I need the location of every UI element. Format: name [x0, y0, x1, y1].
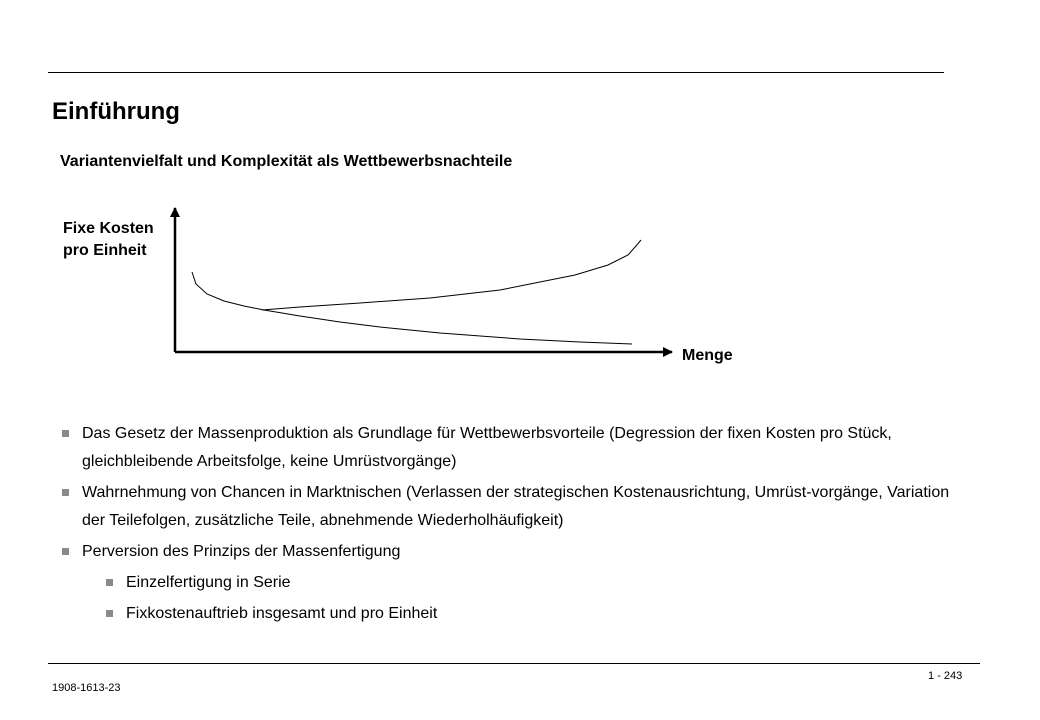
slide-title: Einführung	[52, 98, 180, 125]
slide-subtitle: Variantenvielfalt und Komplexität als Wettbewerbsnachteile	[60, 153, 513, 170]
square-bullet-icon	[62, 489, 69, 496]
bullet-text: Perversion des Prinzips der Massenfertigung	[82, 543, 401, 560]
bullet-text: Fixkostenauftrieb insgesamt und pro Einheit	[126, 605, 438, 622]
square-bullet-icon	[106, 610, 113, 617]
square-bullet-icon	[62, 430, 69, 437]
square-bullet-icon	[62, 548, 69, 555]
sub-bullet-item	[104, 569, 960, 597]
bottom-divider	[48, 663, 980, 664]
y-axis-label-line2: pro Einheit	[63, 242, 147, 259]
page-number: 1 - 243	[928, 670, 963, 682]
bullet-list	[60, 420, 960, 631]
square-bullet-icon	[106, 579, 113, 586]
y-axis-label-line1: Fixe Kosten	[63, 220, 154, 237]
fixed-cost-rising-curve	[262, 240, 641, 310]
document-id: 1908-1613-23	[52, 682, 121, 694]
sub-bullet-item	[104, 600, 960, 628]
bullet-item	[60, 538, 960, 566]
bullet-text: Das Gesetz der Massenproduktion als Grundlage für Wettbewerbsvorteile (Degression der fixen Kosten pro Stück, gleichbleibende Arbeitsfolge, keine Umrüstvorgänge)	[82, 425, 892, 470]
bullet-text: Wahrnehmung von Chancen in Marktnischen (Verlassen der strategischen Kostenausrichtung, Umrüst-vorgänge, Variation der Teilefolgen, zusätzliche Teile, abnehmende Wiederholhäufigkeit)	[82, 484, 950, 529]
bullet-item	[60, 420, 960, 476]
fixed-cost-degression-curve	[192, 272, 632, 344]
x-axis-label: Menge	[682, 347, 733, 364]
bullet-item	[60, 479, 960, 535]
bullet-text: Einzelfertigung in Serie	[126, 574, 291, 591]
